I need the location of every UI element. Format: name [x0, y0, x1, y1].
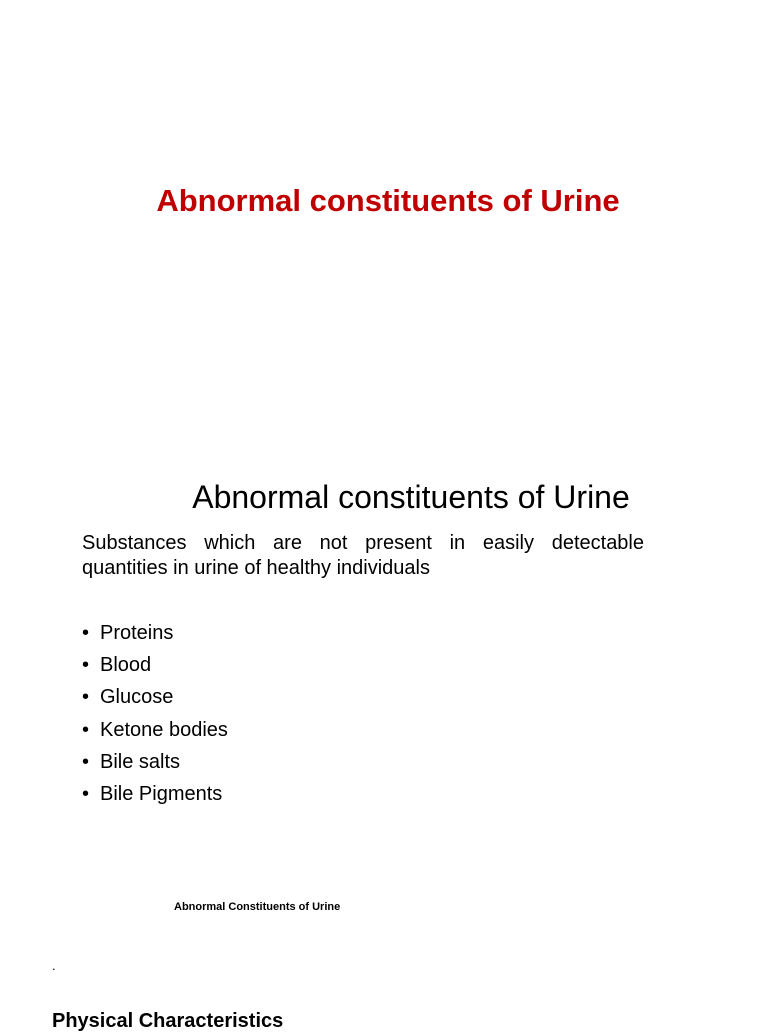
list-item	[82, 617, 228, 649]
section-heading: Abnormal constituents of Urine	[192, 479, 630, 515]
bullet-icon: •	[82, 750, 90, 773]
bullet-icon: •	[82, 686, 90, 709]
separator-dot: .	[52, 958, 56, 973]
next-section-heading: Physical Characteristics	[52, 1010, 284, 1032]
constituents-list	[82, 617, 228, 810]
bullet-icon: •	[82, 718, 90, 741]
list-item	[82, 746, 228, 778]
list-item	[82, 714, 228, 746]
list-item-label: Glucose	[100, 686, 174, 709]
bullet-icon: •	[82, 622, 90, 644]
list-item	[82, 778, 228, 810]
list-item-label: Ketone bodies	[100, 718, 228, 741]
bullet-icon: •	[82, 782, 90, 805]
list-item-label: Blood	[100, 654, 152, 677]
list-item-label: Bile Pigments	[100, 782, 223, 805]
list-item-label: Bile salts	[100, 750, 181, 773]
bullet-icon: •	[82, 654, 90, 677]
list-item-label: Proteins	[100, 622, 174, 644]
slide-caption: Abnormal Constituents of Urine	[174, 901, 341, 913]
slide-title: Abnormal constituents of Urine	[156, 183, 620, 218]
list-item	[82, 681, 228, 713]
intro-paragraph: Substances which are not present in easily detectable quantities in urine of healthy individuals	[82, 532, 644, 579]
list-item	[82, 649, 228, 681]
